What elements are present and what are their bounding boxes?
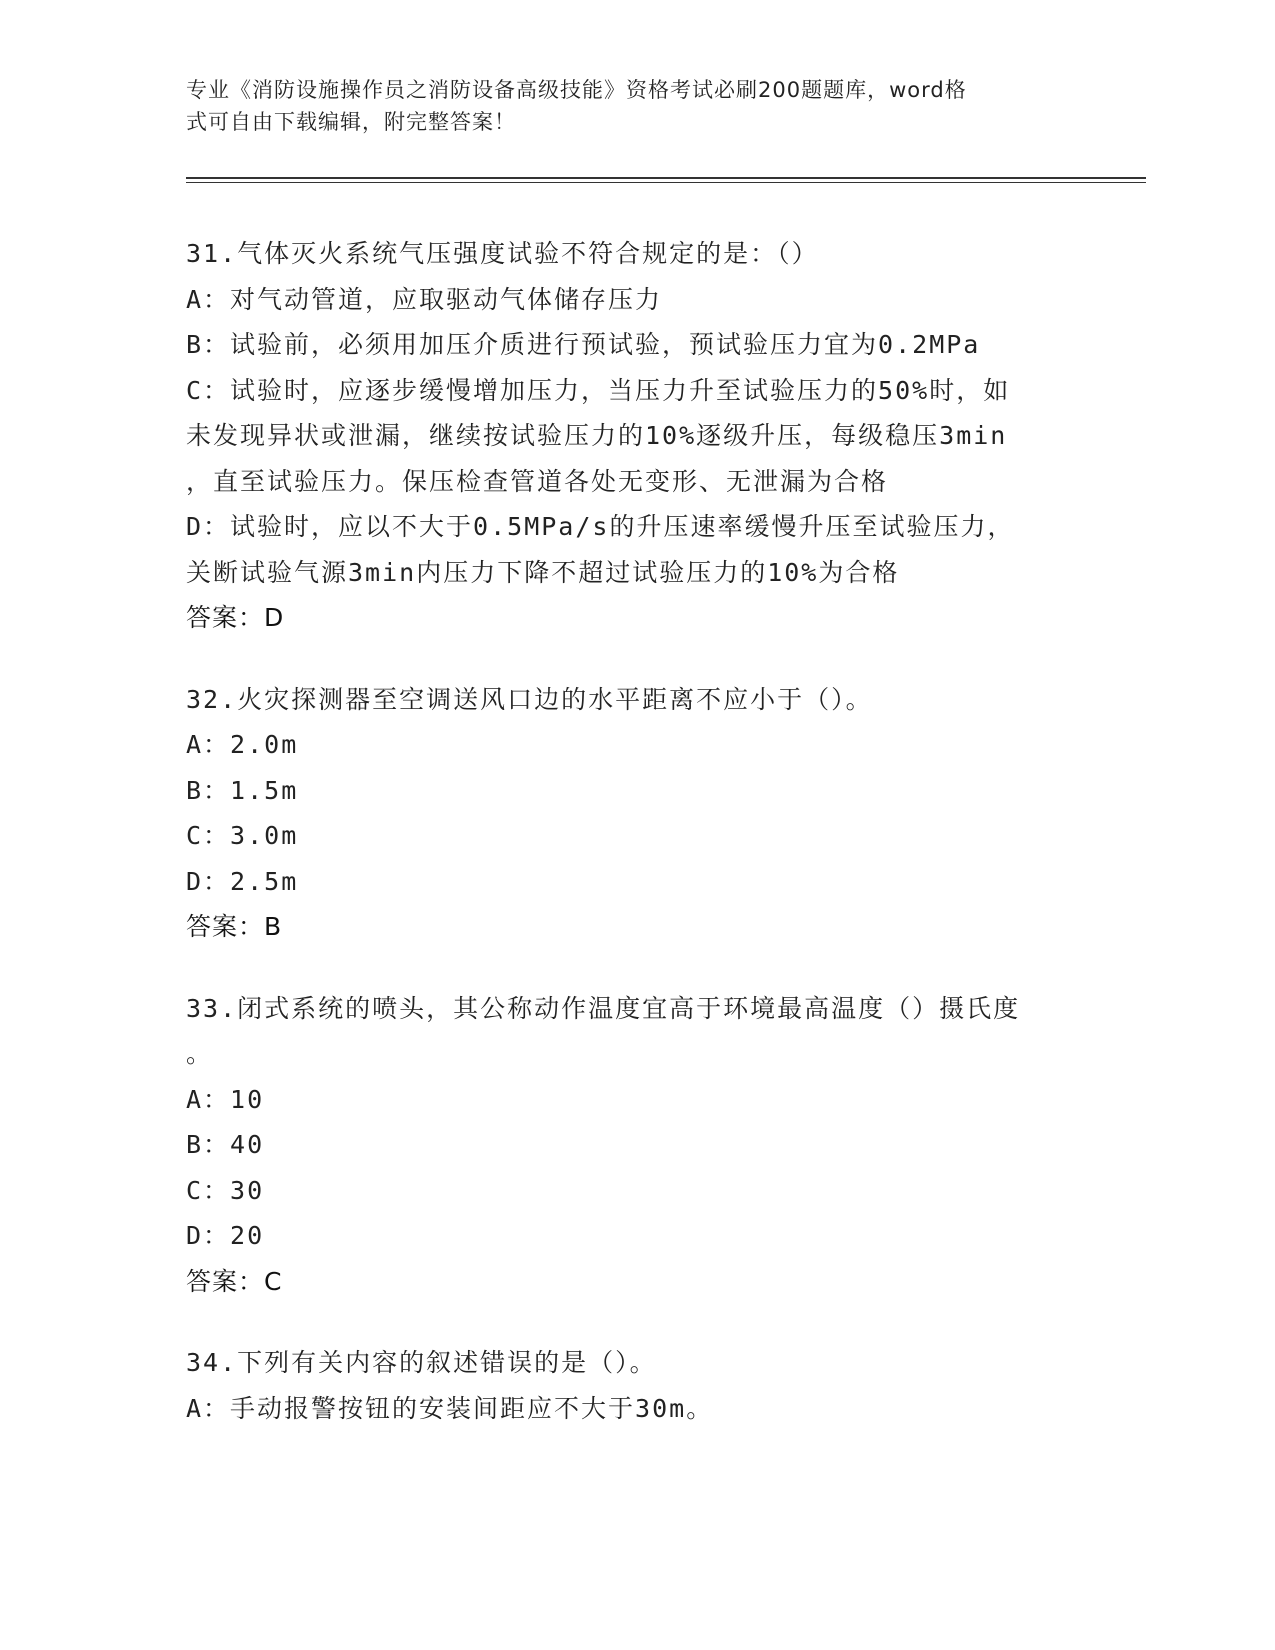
question-stem: 31.气体灭火系统气压强度试验不符合规定的是：（）	[186, 239, 819, 268]
answer-option: C：3.0m	[186, 821, 299, 850]
answer-option: C：30	[186, 1175, 265, 1205]
question-stem: 32.火灾探测器至空调送风口边的水平距离不应小于（）。	[186, 684, 873, 714]
answer-option: C：试验时，应逐步缓慢增加压力，当压力升至试验压力的50%时，如	[186, 375, 1011, 405]
question-block	[186, 231, 1086, 641]
answer-option: ，直至试验压力。保压检查管道各处无变形、无泄漏为合格	[186, 466, 889, 496]
answer-option: B：40	[186, 1130, 265, 1159]
question-stem: 33.闭式系统的喷头，其公称动作温度宜高于环境最高温度（）摄氏度	[186, 993, 1021, 1023]
question-list	[186, 231, 1086, 1467]
answer-option: D：2.5m	[186, 866, 299, 896]
answer-option: B：试验前，必须用加压介质进行预试验，预试验压力宜为0.2MPa	[186, 330, 981, 359]
header-line-2: 式可自由下载编辑，附完整答案！	[186, 110, 516, 134]
question-block	[186, 677, 1086, 950]
header-line-1: 专业《消防设施操作员之消防设备高级技能》资格考试必刷200题题库，word格	[186, 78, 967, 102]
document-header	[186, 74, 1086, 138]
answer-key: 答案：D	[186, 603, 285, 632]
answer-option: 未发现异状或泄漏，继续按试验压力的10%逐级升压，每级稳压3min	[186, 421, 1008, 450]
answer-key: 答案：C	[186, 1266, 283, 1296]
answer-option: A：手动报警按钮的安装间距应不大于30m。	[186, 1393, 714, 1423]
answer-option: 关断试验气源3min内压力下降不超过试验压力的10%为合格	[186, 557, 900, 587]
answer-option: D：试验时，应以不大于0.5MPa/s的升压速率缓慢升压至试验压力，	[186, 512, 1015, 541]
header-divider-thick	[186, 177, 1146, 179]
question-block	[186, 986, 1086, 1305]
answer-option: D：20	[186, 1221, 265, 1250]
answer-option: A：10	[186, 1084, 265, 1114]
answer-option: A：2.0m	[186, 730, 299, 759]
answer-key: 答案：B	[186, 912, 283, 941]
question-stem: 34.下列有关内容的叙述错误的是（）。	[186, 1348, 657, 1377]
question-stem: 。	[186, 1039, 214, 1068]
question-block	[186, 1340, 1086, 1431]
answer-option: A：对气动管道，应取驱动气体储存压力	[186, 284, 663, 314]
answer-option: B：1.5m	[186, 775, 299, 805]
header-divider-thin	[186, 182, 1146, 183]
